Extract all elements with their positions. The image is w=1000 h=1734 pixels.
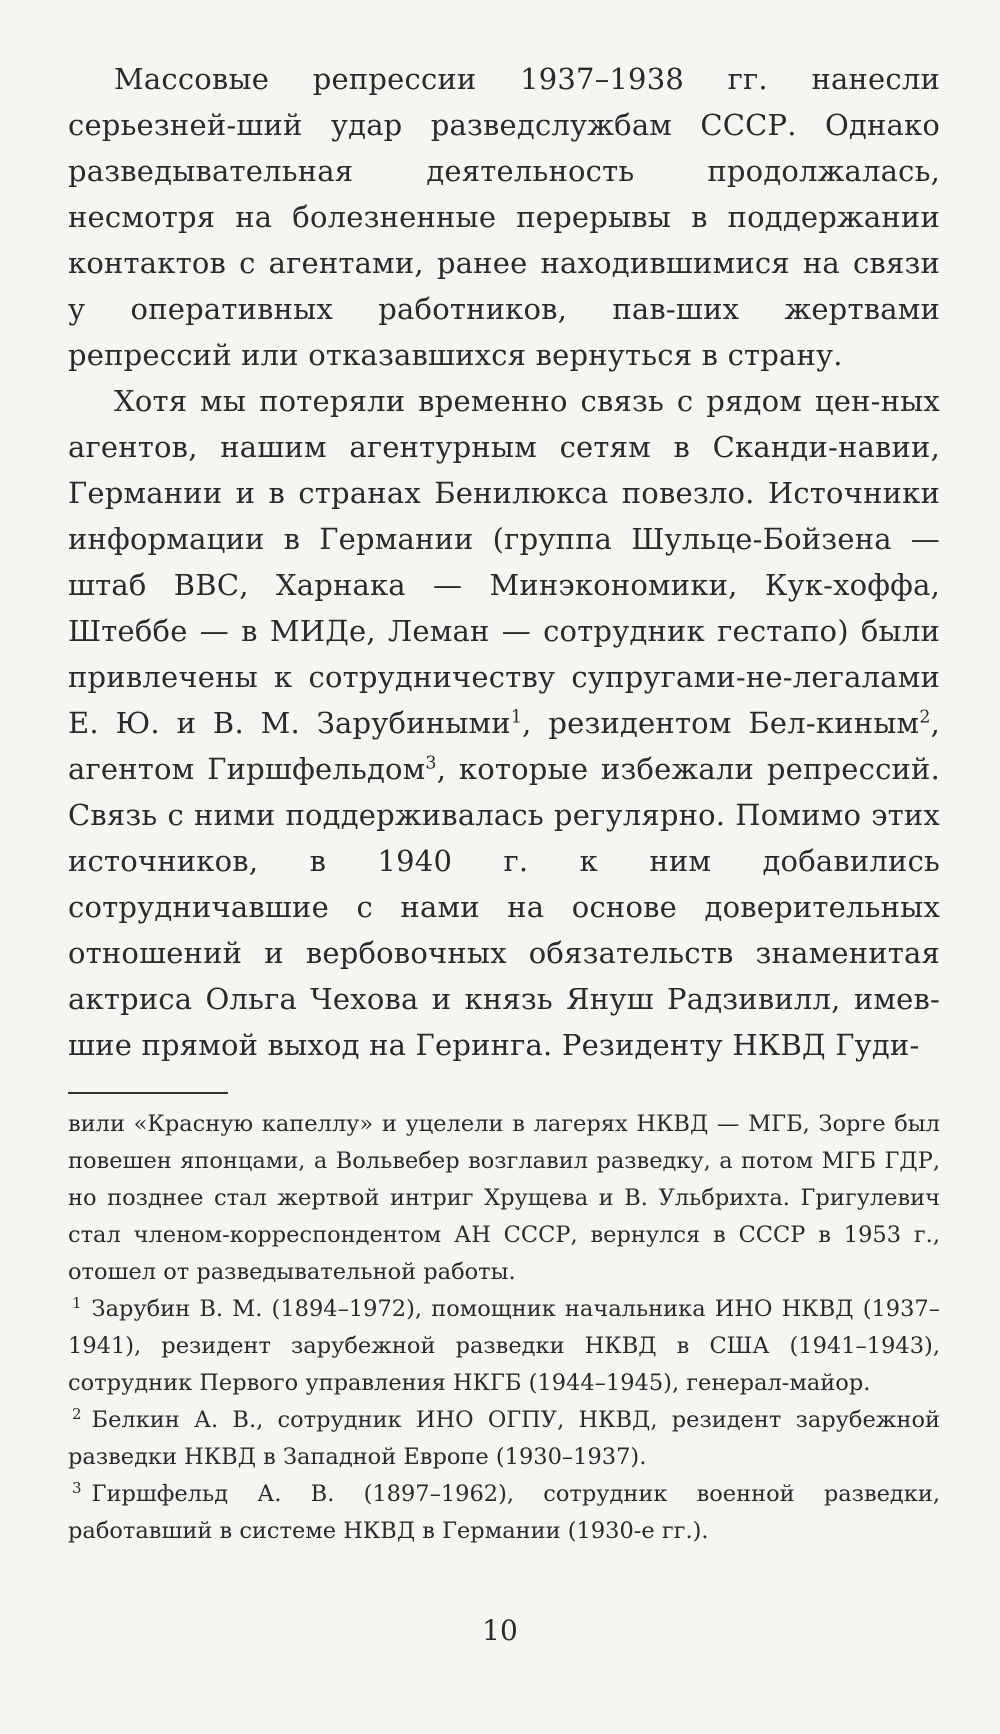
footnote-divider <box>68 1092 228 1094</box>
paragraph-1: Массовые репрессии 1937–1938 гг. нанесли серьезней-ший удар разведслужбам СССР. Однако разведывательная деятельность продолжалась, несмотря на болезненные перерывы в поддержании контактов с агентами, ранее находившимися на связи у оперативных работников, пав-ших жертвами репрессий или отказавшихся вернуться в страну. <box>68 62 940 372</box>
paragraph-2 <box>68 378 940 1068</box>
footnote-3 <box>68 1476 940 1550</box>
footnote-2 <box>68 1402 940 1476</box>
footnote-1 <box>68 1291 940 1402</box>
footnote-text-2: Белкин А. В., сотрудник ИНО ОГПУ, НКВД, резидент зарубежной разведки НКВД в Западной Европе (1930–1937). <box>68 1407 940 1470</box>
paragraph-2-part-1: Хотя мы потеряли временно связь с рядом цен-ных агентов, нашим агентурным сетям в Сканди-навии, Германии и в странах Бенилюкса повезло. Источники информации в Германии (группа Шульце-Бойзена — штаб ВВС, Харнака — Минэкономики, Кук-хоффа, Штеббе — в МИДе, Леман — сотрудник гестапо) были привлечены к сотрудничеству супругами-не-легалами Е. Ю. и В. М. Зарубиными <box>68 384 940 740</box>
page-number: 10 <box>482 1614 518 1647</box>
footnote-continuation: вили «Красную капеллу» и уцелели в лагерях НКВД — МГБ, Зорге был повешен японцами, а Вольвебер возглавил разведку, а потом МГБ ГДР, но позднее стал жертвой интриг Хрущева и В. Ульбрихта. Григулевич стал членом-корреспондентом АН СССР, вернулся в СССР в 1953 г., отошел от разведывательной работы. <box>68 1111 940 1285</box>
footnote-mark-1: 1 <box>72 1293 82 1312</box>
footnote-mark-2: 2 <box>72 1404 82 1423</box>
footnote-mark-3: 3 <box>72 1478 82 1497</box>
footnote-ref-3: 3 <box>425 753 437 774</box>
footnote-ref-2: 2 <box>919 707 931 728</box>
main-text <box>68 56 940 1068</box>
footnote-ref-1: 1 <box>510 707 523 728</box>
book-page <box>68 56 940 1550</box>
footnote-text-3: Гиршфельд А. В. (1897–1962), сотрудник военной разведки, работавший в системе НКВД в Германии (1930-е гг.). <box>68 1481 940 1544</box>
footnote-text-1: Зарубин В. М. (1894–1972), помощник начальника ИНО НКВД (1937–1941), резидент зарубежной разведки НКВД в США (1941–1943), сотрудник Первого управления НКГБ (1944–1945), генерал-майор. <box>68 1296 940 1396</box>
paragraph-2-part-3: , агентом Гиршфельдом <box>68 706 940 786</box>
paragraph-2-part-2: , резидентом Бел-киным <box>522 706 920 740</box>
footnotes <box>68 1106 940 1550</box>
paragraph-2-part-4: , которые избежали репрессий. Связь с ними поддерживалась регулярно. Помимо этих источников, в 1940 г. к ним добавились сотрудничавшие с нами на основе доверительных отношений и вербовочных обязательств знаменитая актриса Ольга Чехова и князь Януш Радзивилл, имев-шие прямой выход на Геринга. Резиденту НКВД Гуди- <box>68 752 940 1062</box>
